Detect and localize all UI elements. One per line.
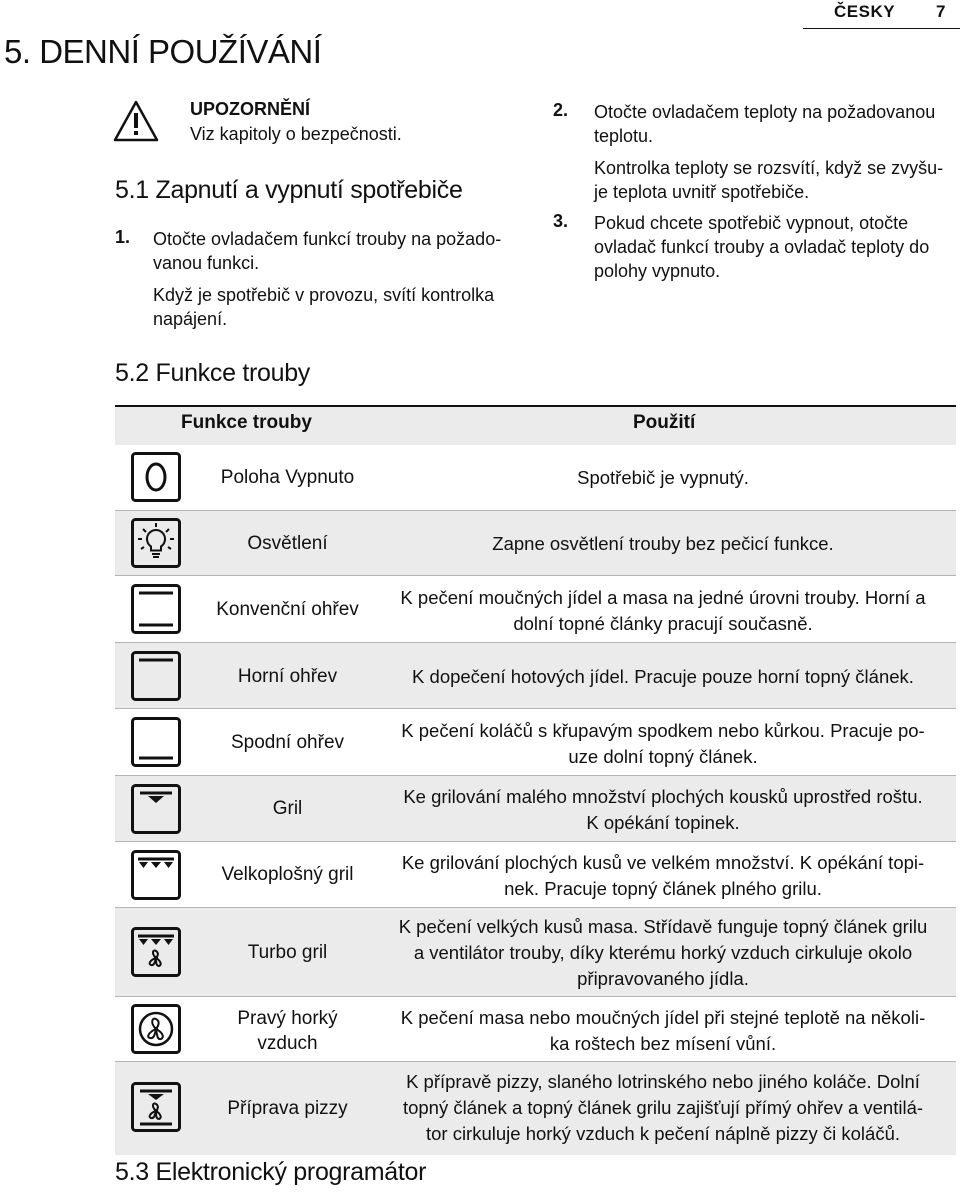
step-text: Otočte ovladačem funkcí trouby na požado- vanou funkci.	[153, 229, 502, 273]
full-grill-icon	[131, 850, 181, 900]
conventional-heating-icon	[131, 584, 181, 634]
warning-title: UPOZORNĚNÍ	[190, 99, 311, 119]
row-divider	[115, 575, 956, 576]
function-use: K přípravě pizzy, slaného lotrinského nebo jiného koláče. Dolní topný článek a topný článek grilu zajišťují přímý ohřev a ventilá- tor cirkuluje horký vzduch k pečení náplně pizzy či koláčů.	[402, 1071, 924, 1144]
function-name: Osvětlení	[247, 533, 328, 554]
pizza-function-icon	[131, 1082, 181, 1132]
section-5-3-title: 5.3 Elektronický programátor	[115, 1158, 427, 1186]
row-divider	[115, 841, 956, 842]
top-heat-icon	[131, 651, 181, 701]
function-name: Horní ohřev	[237, 666, 338, 687]
section-5-1-title: 5.1 Zapnutí a vypnutí spotřebiče	[115, 176, 463, 204]
function-name: Poloha Vypnuto	[220, 467, 355, 488]
function-name: Spodní ohřev	[230, 732, 345, 753]
hot-air-fan-icon	[131, 1004, 181, 1054]
grill-icon	[131, 784, 181, 834]
function-name: Velkoplošný gril	[221, 864, 354, 885]
warning-text: Viz kapitoly o bezpečnosti.	[190, 124, 402, 144]
chapter-title: 5. DENNÍ POUŽÍVÁNÍ	[4, 33, 322, 70]
function-use: K pečení moučných jídel a masa na jedné úrovni trouby. Horní a dolní topné články pracují současně.	[400, 587, 926, 634]
step-number: 1.	[115, 227, 131, 247]
function-name: Turbo gril	[247, 942, 328, 963]
function-name: Konvenční ohřev	[216, 599, 359, 620]
row-divider	[115, 907, 956, 908]
step-text: Otočte ovladačem teploty na požadovanou teplotu.	[594, 102, 936, 146]
function-use: Ke grilování malého množství plochých kousků uprostřed roštu. K opékání topinek.	[403, 786, 923, 833]
row-divider	[115, 642, 956, 643]
function-name: Příprava pizzy	[227, 1098, 348, 1119]
step-number: 2.	[553, 100, 569, 120]
column-header-function: Funkce trouby	[181, 412, 312, 433]
light-bulb-icon	[131, 518, 181, 568]
function-use: K pečení masa nebo moučných jídel při stejné teplotě na několi- ka roštech bez mísení vůní.	[400, 1007, 926, 1054]
header-rule	[803, 28, 960, 29]
row-divider	[115, 708, 956, 709]
step-text: Pokud chcete spotřebič vypnout, otočte ovladač funkcí trouby a ovladač teploty do polohy vypnuto.	[594, 213, 930, 281]
language-label: ČESKY	[834, 2, 896, 21]
turbo-grill-icon	[131, 927, 181, 977]
function-use: K pečení koláčů s křupavým spodkem nebo kůrkou. Pracuje po- uze dolní topný článek.	[401, 720, 925, 767]
row-divider	[115, 775, 956, 776]
row-divider	[115, 1061, 956, 1062]
row-divider	[115, 996, 956, 997]
function-use: Ke grilování plochých kusů ve velkém množství. K opékání topi- nek. Pracuje topný článek plného grilu.	[401, 852, 925, 899]
warning-icon	[113, 100, 159, 142]
section-5-2-title: 5.2 Funkce trouby	[115, 359, 311, 387]
function-use: Spotřebič je vypnutý.	[577, 467, 749, 488]
step-note: Kontrolka teploty se rozsvítí, když se zvyšu- je teplota uvnitř spotřebiče.	[594, 158, 944, 202]
off-position-icon	[131, 452, 181, 502]
page-number: 7	[936, 2, 946, 21]
function-use: K pečení velkých kusů masa. Střídavě funguje topný článek grilu a ventilátor trouby, díky kterému horký vzduch cirkuluje okolo připravovaného jídla.	[398, 916, 928, 989]
function-name: Gril	[272, 798, 303, 819]
column-header-use: Použití	[633, 412, 696, 433]
bottom-heat-icon	[131, 717, 181, 767]
step-number: 3.	[553, 211, 569, 231]
function-use: K dopečení hotových jídel. Pracuje pouze horní topný článek.	[412, 666, 914, 687]
step-note: Když je spotřebič v provozu, svítí kontrolka napájení.	[153, 285, 495, 329]
function-name: Pravý horký vzduch	[237, 1008, 338, 1054]
row-divider	[115, 510, 956, 511]
function-use: Zapne osvětlení trouby bez pečicí funkce.	[492, 533, 834, 554]
